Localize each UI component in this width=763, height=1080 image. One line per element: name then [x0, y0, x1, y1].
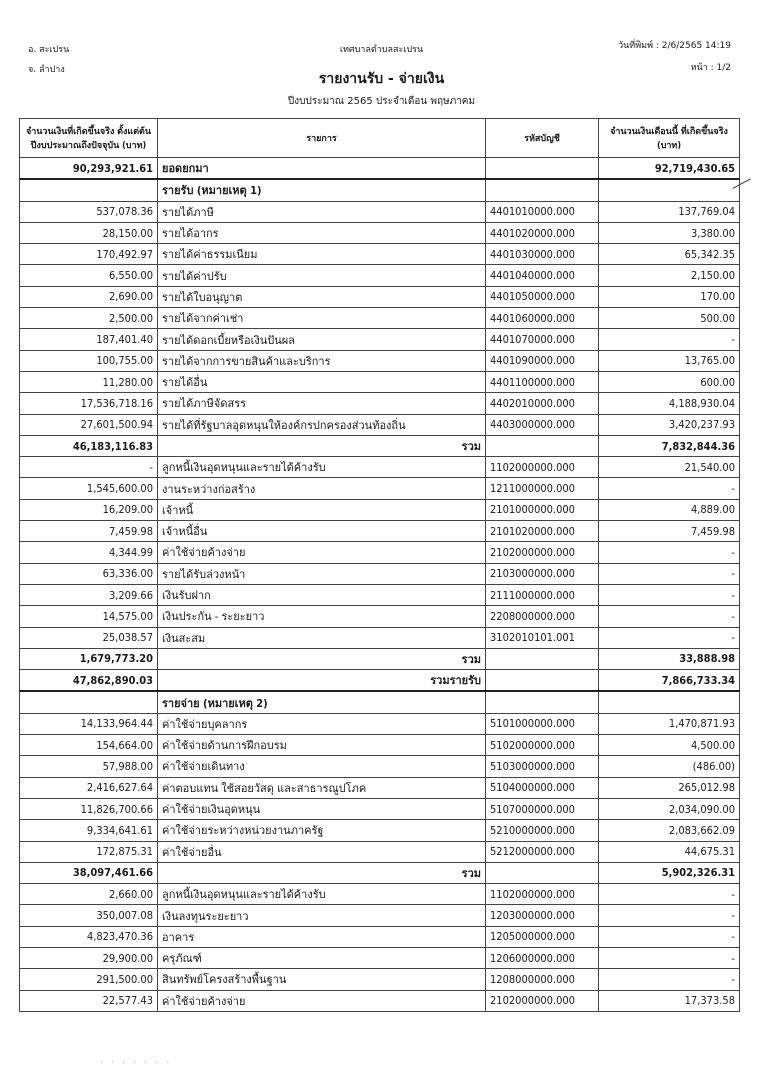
- table-row: [20, 777, 740, 798]
- ytd-amount: 4,344.99: [20, 542, 158, 563]
- month-amount: [599, 179, 740, 201]
- ytd-amount: 291,500.00: [20, 969, 158, 990]
- column-header-ytd: จำนวนเงินที่เกิดขึ้นจริง ตั้งแต่ต้นปีงบประมาณถึงปัจจุบัน (บาท): [20, 119, 158, 158]
- account-code: 2111000000.000: [486, 584, 599, 605]
- table-row: [20, 606, 740, 627]
- item-description: รายได้จากค่าเช่า: [158, 308, 486, 329]
- ytd-amount: 4,823,470.36: [20, 926, 158, 947]
- account-code: 4401010000.000: [486, 201, 599, 222]
- ytd-amount: 2,690.00: [20, 286, 158, 307]
- account-code: 5102000000.000: [486, 735, 599, 756]
- ytd-amount: 47,862,890.03: [20, 670, 158, 692]
- table-row: [20, 884, 740, 905]
- item-description: ค่าใช้จ่ายค้างจ่าย: [158, 542, 486, 563]
- ytd-amount: 29,900.00: [20, 947, 158, 968]
- item-description: รวม: [158, 862, 486, 883]
- month-amount: -: [599, 478, 740, 499]
- account-code: 1205000000.000: [486, 926, 599, 947]
- account-code: 4401070000.000: [486, 329, 599, 350]
- account-code: 4403000000.000: [486, 414, 599, 435]
- month-amount: 265,012.98: [599, 777, 740, 798]
- item-description: รายได้จากการขายสินค้าและบริการ: [158, 350, 486, 371]
- account-code: 2103000000.000: [486, 563, 599, 584]
- account-code: 2101020000.000: [486, 521, 599, 542]
- total-row: [20, 862, 740, 883]
- ytd-amount: 9,334,641.61: [20, 820, 158, 841]
- ytd-amount: 1,679,773.20: [20, 648, 158, 669]
- item-description: ค่าใช้จ่ายด้านการฝึกอบรม: [158, 735, 486, 756]
- month-amount: -: [599, 884, 740, 905]
- item-description: อาคาร: [158, 926, 486, 947]
- item-description: ลูกหนี้เงินอุดหนุนและรายได้ค้างรับ: [158, 457, 486, 478]
- account-code: 4401030000.000: [486, 244, 599, 265]
- item-description: รายได้ดอกเบี้ยหรือเงินปันผล: [158, 329, 486, 350]
- table-row: [20, 308, 740, 329]
- item-description: รายได้ใบอนุญาต: [158, 286, 486, 307]
- month-amount: -: [599, 926, 740, 947]
- table-row: [20, 905, 740, 926]
- section-row: [20, 691, 740, 713]
- item-description: เงินสะสม: [158, 627, 486, 648]
- print-date: วันที่พิมพ์ : 2/6/2565 14:19: [618, 41, 731, 51]
- table-row: [20, 457, 740, 478]
- account-code: 5101000000.000: [486, 713, 599, 734]
- account-code: [486, 435, 599, 456]
- month-amount: 3,380.00: [599, 222, 740, 243]
- item-description: ค่าใช้จ่ายบุคลากร: [158, 713, 486, 734]
- month-amount: 500.00: [599, 308, 740, 329]
- item-description: เจ้าหนี้: [158, 499, 486, 520]
- ytd-amount: 90,293,921.61: [20, 158, 158, 180]
- month-amount: -: [599, 606, 740, 627]
- table-row: [20, 265, 740, 286]
- month-amount: [599, 691, 740, 713]
- table-row: [20, 735, 740, 756]
- column-header-account-code: รหัสบัญชี: [486, 119, 599, 158]
- month-amount: (486.00): [599, 756, 740, 777]
- table-row: [20, 329, 740, 350]
- month-amount: 7,866,733.34: [599, 670, 740, 692]
- ytd-amount: 46,183,116.83: [20, 435, 158, 456]
- report-title: รายงานรับ - จ่ายเงิน: [318, 71, 445, 87]
- item-description: รายได้ค่าปรับ: [158, 265, 486, 286]
- month-amount: -: [599, 542, 740, 563]
- month-amount: 92,719,430.65: [599, 158, 740, 180]
- item-description: สินทรัพย์โครงสร้างพื้นฐาน: [158, 969, 486, 990]
- account-code: 5107000000.000: [486, 798, 599, 819]
- table-row: [20, 286, 740, 307]
- item-description: รวม: [158, 435, 486, 456]
- account-code: [486, 158, 599, 180]
- ytd-amount: 28,150.00: [20, 222, 158, 243]
- account-code: 5103000000.000: [486, 756, 599, 777]
- ytd-amount: 11,826,700.66: [20, 798, 158, 819]
- month-amount: 2,034,090.00: [599, 798, 740, 819]
- account-code: 4401020000.000: [486, 222, 599, 243]
- total-row: [20, 435, 740, 456]
- account-code: [486, 670, 599, 692]
- table-body: [20, 158, 740, 1012]
- account-code: 1102000000.000: [486, 884, 599, 905]
- item-description: ค่าตอบแทน ใช้สอยวัสดุ และสาธารณูปโภค: [158, 777, 486, 798]
- ytd-amount: 63,336.00: [20, 563, 158, 584]
- table-header-row: [20, 119, 740, 158]
- item-description: รายได้ภาษีจัดสรร: [158, 393, 486, 414]
- total-row: [20, 670, 740, 692]
- ytd-amount: 11,280.00: [20, 371, 158, 392]
- account-code: 4401050000.000: [486, 286, 599, 307]
- province-label: จ. ลำปาง: [28, 65, 65, 75]
- ytd-amount: 27,601,500.94: [20, 414, 158, 435]
- item-description: งานระหว่างก่อสร้าง: [158, 478, 486, 499]
- district-label: อ. สะเปรน: [28, 45, 70, 55]
- section-row: [20, 158, 740, 180]
- account-code: 2208000000.000: [486, 606, 599, 627]
- ytd-amount: 1,545,600.00: [20, 478, 158, 499]
- ytd-amount: 2,500.00: [20, 308, 158, 329]
- month-amount: 4,188,930.04: [599, 393, 740, 414]
- table-row: [20, 926, 740, 947]
- table-row: [20, 393, 740, 414]
- month-amount: 17,373.58: [599, 990, 740, 1011]
- table-row: [20, 947, 740, 968]
- item-description: ค่าใช้จ่ายระหว่างหน่วยงานภาครัฐ: [158, 820, 486, 841]
- account-code: 5212000000.000: [486, 841, 599, 862]
- item-description: รายได้ภาษี: [158, 201, 486, 222]
- month-amount: 44,675.31: [599, 841, 740, 862]
- month-amount: -: [599, 627, 740, 648]
- column-header-description: รายการ: [158, 119, 486, 158]
- account-code: 1208000000.000: [486, 969, 599, 990]
- item-description: ค่าใช้จ่ายค้างจ่าย: [158, 990, 486, 1011]
- item-description: รายได้รับล่วงหน้า: [158, 563, 486, 584]
- month-amount: 7,832,844.36: [599, 435, 740, 456]
- month-amount: -: [599, 584, 740, 605]
- month-amount: -: [599, 905, 740, 926]
- item-description: รวม: [158, 648, 486, 669]
- organization-name: เทศบาลตำบลสะเปรน: [339, 45, 424, 55]
- table-row: [20, 756, 740, 777]
- month-amount: 600.00: [599, 371, 740, 392]
- account-code: 2102000000.000: [486, 542, 599, 563]
- ytd-amount: 350,007.08: [20, 905, 158, 926]
- account-code: [486, 648, 599, 669]
- report-subtitle: ปีงบประมาณ 2565 ประจำเดือน พฤษภาคม: [287, 96, 476, 107]
- account-code: 4401060000.000: [486, 308, 599, 329]
- table-row: [20, 542, 740, 563]
- total-row: [20, 648, 740, 669]
- table-row: [20, 563, 740, 584]
- ytd-amount: 25,038.57: [20, 627, 158, 648]
- ytd-amount: 7,459.98: [20, 521, 158, 542]
- item-description: ค่าใช้จ่ายเดินทาง: [158, 756, 486, 777]
- item-description: รายได้ค่าธรรมเนียม: [158, 244, 486, 265]
- account-code: 5210000000.000: [486, 820, 599, 841]
- month-amount: 65,342.35: [599, 244, 740, 265]
- table-row: [20, 371, 740, 392]
- table-row: [20, 969, 740, 990]
- item-description: รวมรายรับ: [158, 670, 486, 692]
- ytd-amount: 6,550.00: [20, 265, 158, 286]
- item-description: ครุภัณฑ์: [158, 947, 486, 968]
- ytd-amount: 16,209.00: [20, 499, 158, 520]
- table-row: [20, 499, 740, 520]
- ytd-amount: 170,492.97: [20, 244, 158, 265]
- table-row: [20, 627, 740, 648]
- section-row: [20, 179, 740, 201]
- month-amount: 2,083,662.09: [599, 820, 740, 841]
- item-description: ยอดยกมา: [158, 158, 486, 180]
- account-code: 5104000000.000: [486, 777, 599, 798]
- ytd-amount: -: [20, 457, 158, 478]
- account-code: 4401090000.000: [486, 350, 599, 371]
- ytd-amount: 2,660.00: [20, 884, 158, 905]
- ytd-amount: 57,988.00: [20, 756, 158, 777]
- account-code: 1203000000.000: [486, 905, 599, 926]
- page-number: หน้า : 1/2: [690, 63, 731, 73]
- month-amount: 4,889.00: [599, 499, 740, 520]
- table-row: [20, 521, 740, 542]
- month-amount: 5,902,326.31: [599, 862, 740, 883]
- account-code: 1211000000.000: [486, 478, 599, 499]
- item-description: เงินประกัน - ระยะยาว: [158, 606, 486, 627]
- item-description: ค่าใช้จ่ายเงินอุดหนุน: [158, 798, 486, 819]
- ytd-amount: [20, 179, 158, 201]
- ytd-amount: 537,078.36: [20, 201, 158, 222]
- account-code: [486, 179, 599, 201]
- account-code: 1102000000.000: [486, 457, 599, 478]
- ytd-amount: 172,875.31: [20, 841, 158, 862]
- month-amount: 2,150.00: [599, 265, 740, 286]
- ytd-amount: 2,416,627.64: [20, 777, 158, 798]
- month-amount: 4,500.00: [599, 735, 740, 756]
- item-description: รายได้ที่รัฐบาลอุดหนุนให้องค์กรปกครองส่วนท้องถิ่น: [158, 414, 486, 435]
- ytd-amount: [20, 691, 158, 713]
- table-row: [20, 820, 740, 841]
- item-description: ค่าใช้จ่ายอื่น: [158, 841, 486, 862]
- table-row: [20, 584, 740, 605]
- table-row: [20, 713, 740, 734]
- ytd-amount: 38,097,461.66: [20, 862, 158, 883]
- month-amount: 7,459.98: [599, 521, 740, 542]
- account-code: [486, 691, 599, 713]
- item-description: รายได้อากร: [158, 222, 486, 243]
- ytd-amount: 3,209.66: [20, 584, 158, 605]
- ytd-amount: 187,401.40: [20, 329, 158, 350]
- month-amount: -: [599, 329, 740, 350]
- table-row: [20, 478, 740, 499]
- month-amount: 137,769.04: [599, 201, 740, 222]
- month-amount: -: [599, 947, 740, 968]
- ytd-amount: 154,664.00: [20, 735, 158, 756]
- month-amount: 1,470,871.93: [599, 713, 740, 734]
- item-description: เจ้าหนี้อื่น: [158, 521, 486, 542]
- table-row: [20, 841, 740, 862]
- column-header-month: จำนวนเงินเดือนนี้ ที่เกิดขึ้นจริง (บาท): [599, 119, 740, 158]
- month-amount: 13,765.00: [599, 350, 740, 371]
- item-description: รายได้อื่น: [158, 371, 486, 392]
- month-amount: 21,540.00: [599, 457, 740, 478]
- ytd-amount: 17,536,718.16: [20, 393, 158, 414]
- table-row: [20, 350, 740, 371]
- item-description: รายรับ (หมายเหตุ 1): [158, 179, 486, 201]
- item-description: รายจ่าย (หมายเหตุ 2): [158, 691, 486, 713]
- table-row: [20, 222, 740, 243]
- item-description: เงินลงทุนระยะยาว: [158, 905, 486, 926]
- table-row: [20, 244, 740, 265]
- ytd-amount: 22,577.43: [20, 990, 158, 1011]
- page-footer-scan-marks: · · · · · · ·: [100, 1058, 173, 1067]
- account-code: [486, 862, 599, 883]
- table-row: [20, 798, 740, 819]
- account-code: 4401040000.000: [486, 265, 599, 286]
- month-amount: 33,888.98: [599, 648, 740, 669]
- account-code: 4402010000.000: [486, 393, 599, 414]
- item-description: ลูกหนี้เงินอุดหนุนและรายได้ค้างรับ: [158, 884, 486, 905]
- month-amount: -: [599, 563, 740, 584]
- account-code: 1206000000.000: [486, 947, 599, 968]
- item-description: เงินรับฝาก: [158, 584, 486, 605]
- ytd-amount: 100,755.00: [20, 350, 158, 371]
- receipt-payment-table: [19, 118, 740, 1012]
- table-row: [20, 414, 740, 435]
- ytd-amount: 14,133,964.44: [20, 713, 158, 734]
- table-row: [20, 201, 740, 222]
- month-amount: -: [599, 969, 740, 990]
- table-row: [20, 990, 740, 1011]
- account-code: 4401100000.000: [486, 371, 599, 392]
- month-amount: 170.00: [599, 286, 740, 307]
- account-code: 2101000000.000: [486, 499, 599, 520]
- account-code: 2102000000.000: [486, 990, 599, 1011]
- ytd-amount: 14,575.00: [20, 606, 158, 627]
- account-code: 3102010101.001: [486, 627, 599, 648]
- month-amount: 3,420,237.93: [599, 414, 740, 435]
